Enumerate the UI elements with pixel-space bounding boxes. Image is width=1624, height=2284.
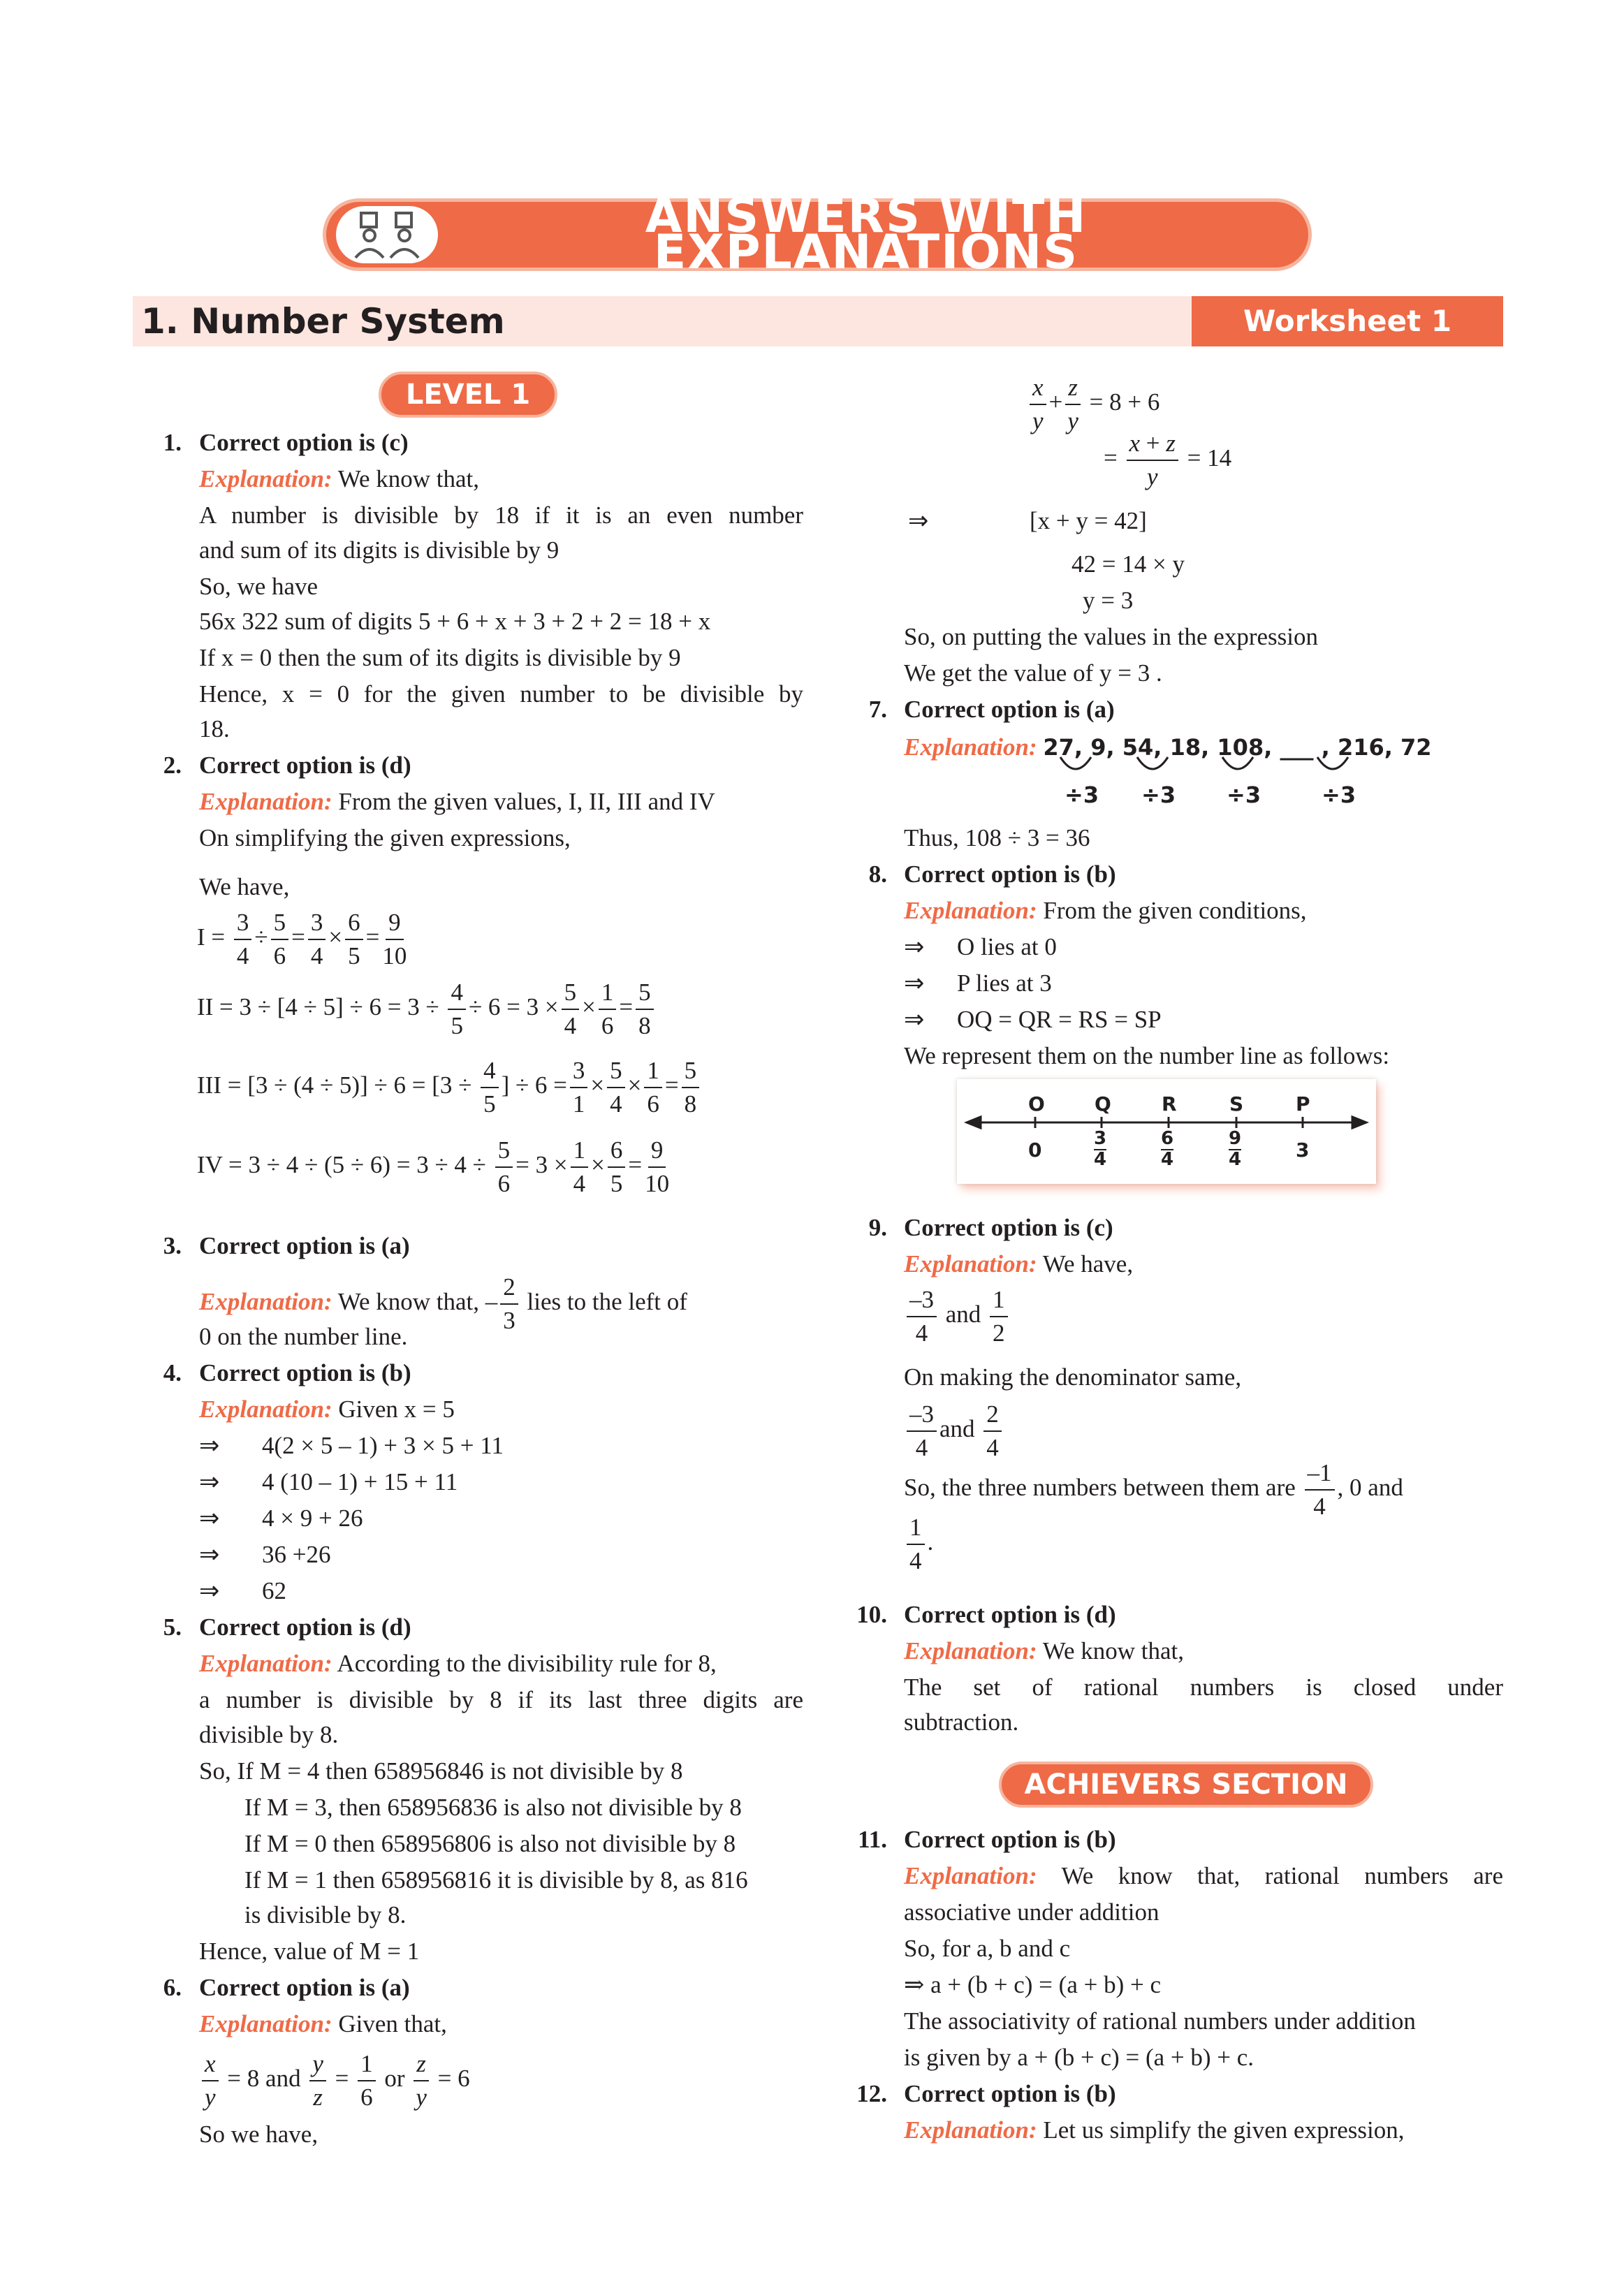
q9-number: 9. xyxy=(868,1214,887,1241)
q2-equation-II: II = 3 ÷ [4 ÷ 5] ÷ 6 = 3 ÷ $\frac{4}{5}$ ÷ 6 = 3 × $\frac{5}{4}$ × $\frac{1}{6}$ = $\frac{5}{8}$ xyxy=(197,976,657,1042)
banner-title: ANSWERS WITH EXPLANATIONS xyxy=(645,189,1088,280)
q4-step: 62 xyxy=(262,1577,286,1604)
q6-combined: = $\frac{x + z}{y}$ = 14 xyxy=(1104,427,1231,493)
q6-line: 42 = 14 × y xyxy=(1071,550,1185,578)
q5-explanation: Explanation: According to the divisibility rule for 8, xyxy=(199,1650,717,1677)
q11-line: ⇒ a + (b + c) = (a + b) + c xyxy=(904,1971,1162,1998)
nl-label: Q xyxy=(1095,1092,1111,1115)
q8-line: We represent them on the number line as follows: xyxy=(904,1042,1390,1069)
implies-arrow: ⇒ xyxy=(908,507,929,535)
q9-explanation: Explanation: We have, xyxy=(904,1250,1134,1278)
q1-line: and sum of its digits is divisible by 9 xyxy=(199,536,559,564)
q6-line: y = 3 xyxy=(1083,587,1134,614)
q6-number: 6. xyxy=(163,1974,182,2001)
students-icon xyxy=(336,206,438,263)
q10-answer: Correct option is (d) xyxy=(904,1601,1116,1628)
q7-number: 7. xyxy=(868,696,887,723)
q6-line: So we have, xyxy=(199,2121,319,2148)
q2-equation-I: I = $\frac{3}{4}$ ÷ $\frac{5}{6}$ = $\frac{3}{4}$ × $\frac{6}{5}$ = $\frac{9}{10}$ xyxy=(197,907,409,972)
q8-line: O lies at 0 xyxy=(957,933,1057,960)
nl-label: O xyxy=(1028,1092,1045,1115)
q1-line: So, we have xyxy=(199,573,319,600)
q7-answer: Correct option is (a) xyxy=(904,696,1115,723)
q11-line: The associativity of rational numbers under addition xyxy=(904,2007,1416,2035)
q5-line: If M = 0 then 658956806 is also not divisible by 8 xyxy=(244,1830,736,1857)
divide-label: ÷3 xyxy=(1065,782,1099,808)
q2-number: 2. xyxy=(163,752,182,779)
q11-answer: Correct option is (b) xyxy=(904,1826,1116,1853)
achievers-badge: ACHIEVERS SECTION xyxy=(999,1762,1373,1808)
q1-line: 18. xyxy=(199,715,230,742)
q6-line: So, on putting the values in the expression xyxy=(904,623,1318,650)
q9-result-end: $\frac{1}{4}$ . xyxy=(904,1511,933,1577)
q7-line: Thus, 108 ÷ 3 = 36 xyxy=(904,824,1090,851)
q6-line: [x + y = 42] xyxy=(1030,507,1147,534)
q6-answer: Correct option is (a) xyxy=(199,1974,410,2001)
q6-explanation: Explanation: Given that, xyxy=(199,2010,447,2037)
q1-line: A number is divisible by 18 if it is an even number xyxy=(199,502,803,529)
nl-value: 3 xyxy=(1296,1139,1310,1162)
q5-line: divisible by 8. xyxy=(199,1721,339,1748)
q10-line: The set of rational numbers is closed under xyxy=(904,1674,1503,1701)
q10-line: subtraction. xyxy=(904,1708,1019,1736)
implies-arrow: ⇒ xyxy=(904,933,925,961)
implies-arrow: ⇒ xyxy=(199,1432,220,1460)
nl-label: R xyxy=(1162,1092,1177,1115)
q11-line: is given by a + (b + c) = (a + b) + c. xyxy=(904,2044,1254,2071)
q4-step: 4(2 × 5 – 1) + 3 × 5 + 11 xyxy=(262,1432,504,1459)
q1-answer: Correct option is (c) xyxy=(199,429,409,456)
q5-line: If M = 3, then 658956836 is also not divisible by 8 xyxy=(244,1794,742,1821)
implies-arrow: ⇒ xyxy=(199,1541,220,1569)
q2-equation-III: III = [3 ÷ (4 ÷ 5)] ÷ 6 = [3 ÷ $\frac{4}{5}$ ] ÷ 6 = $\frac{3}{1}$ × $\frac{5}{4}$ × $\frac{1}{6}$ = $\frac{5}{8}$ xyxy=(197,1055,702,1120)
q2-equation-IV: IV = 3 ÷ 4 ÷ (5 ÷ 6) = 3 ÷ 4 ÷ $\frac{5}{6}$ = 3 × $\frac{1}{4}$ × $\frac{6}{5}$ = $\frac{9}{10}$ xyxy=(197,1134,672,1200)
q5-line: Hence, value of M = 1 xyxy=(199,1938,420,1965)
implies-arrow: ⇒ xyxy=(904,969,925,997)
q3-explanation: Explanation: We know that, – $\frac{2}{3}$ lies to the left of xyxy=(199,1271,687,1337)
q1-line: If x = 0 then the sum of its digits is divisible by 9 xyxy=(199,644,681,671)
nl-value: 0 xyxy=(1028,1139,1042,1162)
worksheet-label: Worksheet 1 xyxy=(1192,296,1503,346)
q3-answer: Correct option is (a) xyxy=(199,1232,410,1259)
q5-line: a number is divisible by 8 if its last three digits are xyxy=(199,1686,803,1713)
number-line-card xyxy=(957,1079,1376,1184)
q4-step: 4 × 9 + 26 xyxy=(262,1505,363,1532)
q11-number: 11. xyxy=(858,1826,887,1853)
q1-number: 1. xyxy=(163,429,182,456)
level-badge: LEVEL 1 xyxy=(379,372,557,418)
nl-value: 3 4 xyxy=(1094,1128,1107,1170)
implies-arrow: ⇒ xyxy=(199,1505,220,1532)
q5-line: If M = 1 then 658956816 it is divisible by 8, as 816 xyxy=(244,1866,748,1894)
q4-step: 36 +26 xyxy=(262,1541,331,1568)
q2-line: We have, xyxy=(199,873,290,900)
q6-line: We get the value of y = 3 . xyxy=(904,659,1162,687)
q1-line: 56x 322 sum of digits 5 + 6 + x + 3 + 2 + 2 = 18 + x xyxy=(199,608,711,635)
q4-number: 4. xyxy=(163,1359,182,1386)
q11-line: associative under addition xyxy=(904,1898,1160,1926)
nl-label: P xyxy=(1296,1092,1310,1115)
divide-label: ÷3 xyxy=(1322,782,1356,808)
q9-fractions: $\frac{-3}{4}$ and $\frac{1}{2}$ xyxy=(904,1284,1011,1349)
divide-label: ÷3 xyxy=(1227,782,1261,808)
q4-answer: Correct option is (b) xyxy=(199,1359,411,1386)
q12-number: 12. xyxy=(856,2080,887,2107)
q8-line: P lies at 3 xyxy=(957,969,1052,997)
q10-explanation: Explanation: We know that, xyxy=(904,1637,1185,1664)
divide-label: ÷3 xyxy=(1141,782,1176,808)
q10-number: 10. xyxy=(856,1601,887,1628)
q3-number: 3. xyxy=(163,1232,182,1259)
q1-explanation: Explanation: We know that, xyxy=(199,465,480,492)
q9-answer: Correct option is (c) xyxy=(904,1214,1113,1241)
nl-value: 6 4 xyxy=(1161,1128,1174,1170)
q2-explanation: Explanation: From the given values, I, II, III and IV xyxy=(199,788,715,815)
q7-explanation: Explanation: 27, 9, 54, 18, 108, ___ , 216, 72 xyxy=(904,733,1432,761)
q8-line: OQ = QR = RS = SP xyxy=(957,1006,1162,1033)
q5-line: So, If M = 4 then 658956846 is not divisible by 8 xyxy=(199,1757,683,1785)
q11-explanation: Explanation: We know that, rational numbers are xyxy=(904,1862,1503,1889)
q5-number: 5. xyxy=(163,1613,182,1641)
q4-step: 4 (10 – 1) + 15 + 11 xyxy=(262,1468,458,1495)
q8-answer: Correct option is (b) xyxy=(904,861,1116,888)
implies-arrow: ⇒ xyxy=(199,1468,220,1496)
q2-answer: Correct option is (d) xyxy=(199,752,411,779)
implies-arrow: ⇒ xyxy=(199,1577,220,1605)
q8-number: 8. xyxy=(868,861,887,888)
q9-line: On making the denominator same, xyxy=(904,1363,1242,1391)
q2-line: On simplifying the given expressions, xyxy=(199,824,571,851)
q5-answer: Correct option is (d) xyxy=(199,1613,411,1641)
q12-explanation: Explanation: Let us simplify the given expression, xyxy=(904,2116,1405,2144)
q3-line: 0 on the number line. xyxy=(199,1323,408,1350)
q5-line: is divisible by 8. xyxy=(244,1901,407,1928)
nl-label: S xyxy=(1229,1092,1244,1115)
q12-answer: Correct option is (b) xyxy=(904,2080,1116,2107)
q6-given: $\frac{x}{y}$ = 8 and $\frac{y}{z}$ = $\frac{1}{6}$ or $\frac{z}{y}$ = 6 xyxy=(199,2048,470,2114)
q4-explanation: Explanation: Given x = 5 xyxy=(199,1396,455,1423)
q9-fractions-same: $\frac{-3}{4}$ and $\frac{2}{4}$ xyxy=(904,1398,1004,1464)
q9-result: So, the three numbers between them are $\frac{-1}{4}$ , 0 and xyxy=(904,1457,1403,1523)
section-banner xyxy=(323,189,1312,280)
nl-value: 9 4 xyxy=(1229,1128,1242,1170)
q6-sum: $\frac{x}{y}$ + $\frac{z}{y}$ = 8 + 6 xyxy=(1027,372,1160,437)
q1-line: Hence, x = 0 for the given number to be divisible by xyxy=(199,680,803,708)
implies-arrow: ⇒ xyxy=(904,1006,925,1034)
q8-explanation: Explanation: From the given conditions, xyxy=(904,897,1307,924)
q11-line: So, for a, b and c xyxy=(904,1935,1071,1962)
chapter-title: 1. Number System xyxy=(141,301,505,342)
